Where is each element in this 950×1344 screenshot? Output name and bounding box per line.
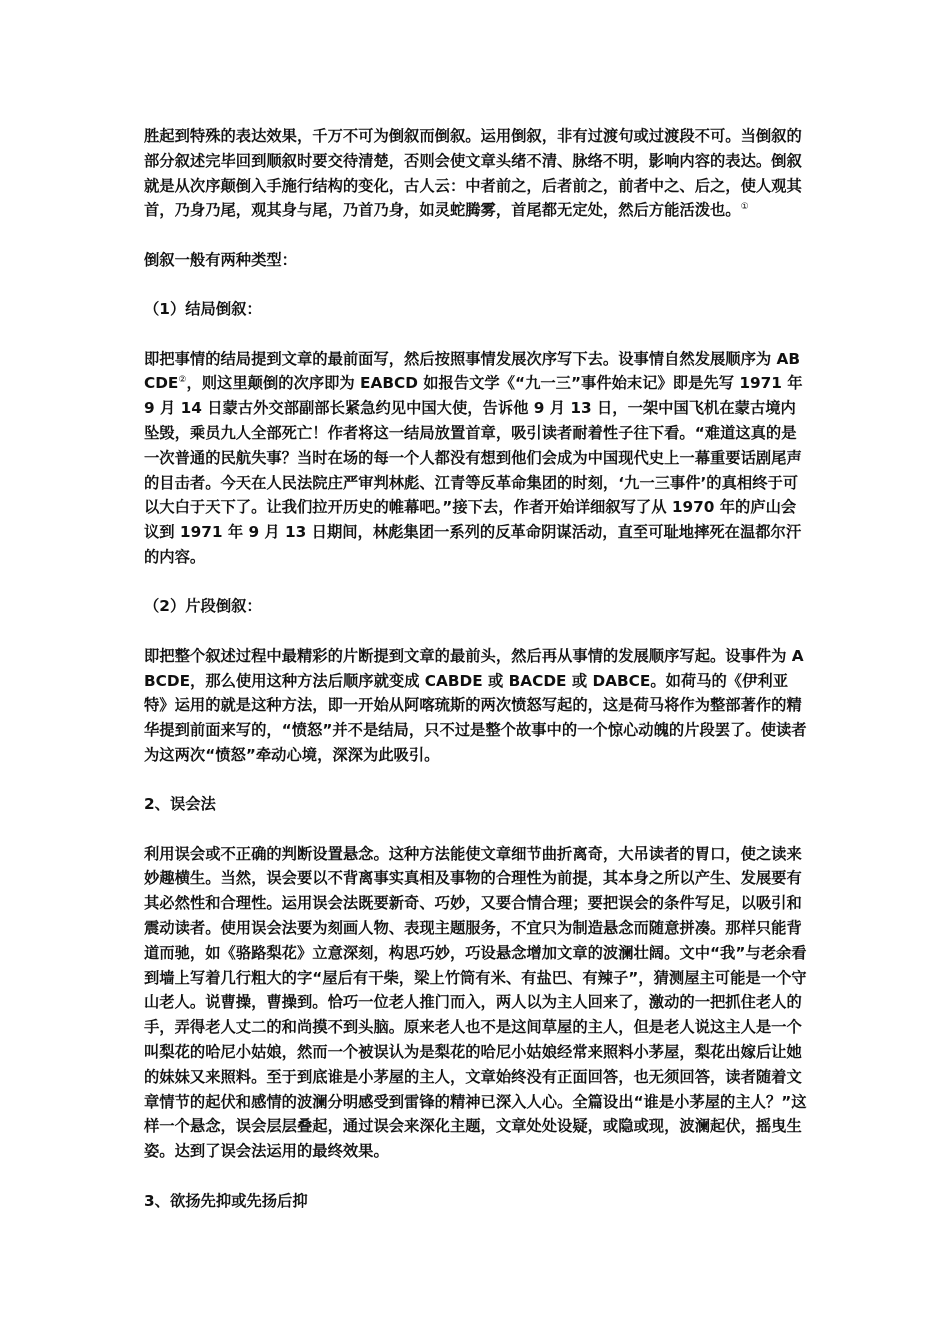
- paragraph-4-text-b: ，则这里颠倒的次序即为 EABCD 如报告文学《“九一三”事件始末记》即是先写 1971 年 9 月 14 日蒙古外交部副部长紧急约见中国大使，告诉他 9 月 13 日，一架中国飞机在蒙古境内坠毁，乘员九人全部死亡！作者将这一结局放置首章，吸引读者耐着性子往下看。“难道这真的是一次普通的民航失事？当时在场的每一个人都没有想到他们会成为中国现代史上一幕重要话剧尾声的目击者。今天在人民法院庄严审判林彪、江青等反革命集团的时刻，‘九一三事件’的真相终于可以大白于天下了。让我们拉开历史的帷幕吧。”接下去，作者开始详细叙写了从 1970 年的庐山会议到 1971 年 9 月 13 日期间，林彪集团一系列的反革命阴谋活动，直至可耻地摔死在温都尔汗的内容。: [144, 374, 803, 566]
- paragraph-2: 倒叙一般有两种类型：: [144, 250, 297, 269]
- heading-misunderstanding-method: 2、误会法: [144, 795, 216, 814]
- paragraph-1: [144, 124, 810, 223]
- footnote-marker-1: ①: [740, 202, 749, 213]
- subheading-ending-flashback: （1）结局倒叙：: [144, 300, 262, 319]
- document-body: [144, 124, 810, 1238]
- paragraph-4-text-a: 即把事情的结局提到文章的最前面写，然后按照事情发展次序写下去。设事情自然发展顺序为 ABCDE: [144, 349, 800, 393]
- paragraph-6: 即把整个叙述过程中最精彩的片断提到文章的最前头，然后再从事情的发展顺序写起。设事件为 ABCDE，那么使用这种方法后顺序就变成 CABDE 或 BACDE 或 DABCE。如荷马的《伊利亚特》运用的就是这种方法，即一开始从阿喀琉斯的两次愤怒写起的，这是荷马将作为整部著作的精华提到前面来写的，“愤怒”并不是结局，只不过是整个故事中的一个惊心动魄的片段罢了。使读者为这两次“愤怒”牵动心境，深深为此吸引。: [144, 646, 807, 764]
- paragraph-4: [144, 347, 810, 570]
- heading-suppress-then-praise: 3、欲扬先抑或先扬后抑: [144, 1191, 308, 1210]
- footnote-marker-2: ②: [178, 375, 187, 386]
- paragraph-1-text: 胜起到特殊的表达效果，千万不可为倒叙而倒叙。运用倒叙，非有过渡句或过渡段不可。当倒叙的部分叙述完毕回到顺叙时要交待清楚，否则会使文章头绪不清、脉络不明，影响内容的表达。倒叙就是从次序颠倒入手施行结构的变化，古人云：中者前之，后者前之，前者中之、后之，使人观其首，乃身乃尾，观其身与尾，乃首乃身，如灵蛇腾雾，首尾都无定处，然后方能活泼也。: [144, 127, 802, 220]
- paragraph-7: 利用误会或不正确的判断设置悬念。这种方法能使文章细节曲折离奇，大吊读者的胃口，使之读来妙趣横生。当然，误会要以不背离事实真相及事物的合理性为前提，其本身之所以产生、发展要有其必然性和合理性。运用误会法既要新奇、巧妙，又要合情合理；要把误会的条件写足，以吸引和震动读者。使用误会法要为刻画人物、表现主题服务，不宜只为制造悬念而随意拼凑。那样只能背道而驰，如《骆路梨花》立意深刻，构思巧妙，巧设悬念增加文章的波澜壮阔。文中“我”与老余看到墙上写着几行粗大的字“屋后有干柴，梁上竹筒有米、有盐巴、有辣子”，猜测屋主可能是一个守山老人。说曹操，曹操到。恰巧一位老人推门而入，两人以为主人回来了，激动的一把抓住老人的手，弄得老人丈二的和尚摸不到头脑。原来老人也不是这间草屋的主人，但是老人说这主人是一个叫梨花的哈尼小姑娘，然而一个被误认为是梨花的哈尼小姑娘经常来照料小茅屋，梨花出嫁后让她的妹妹又来照料。至于到底谁是小茅屋的主人，文章始终没有正面回答，也无须回答，读者随着文章情节的起伏和感情的波澜分明感受到雷锋的精神已深入人心。全篇设出“谁是小茅屋的主人？”这样一个悬念，误会层层叠起，通过误会来深化主题，文章处处设疑，或隐或现，波澜起伏，摇曳生姿。达到了误会法运用的最终效果。: [144, 844, 807, 1161]
- subheading-fragment-flashback: （2）片段倒叙：: [144, 597, 262, 616]
